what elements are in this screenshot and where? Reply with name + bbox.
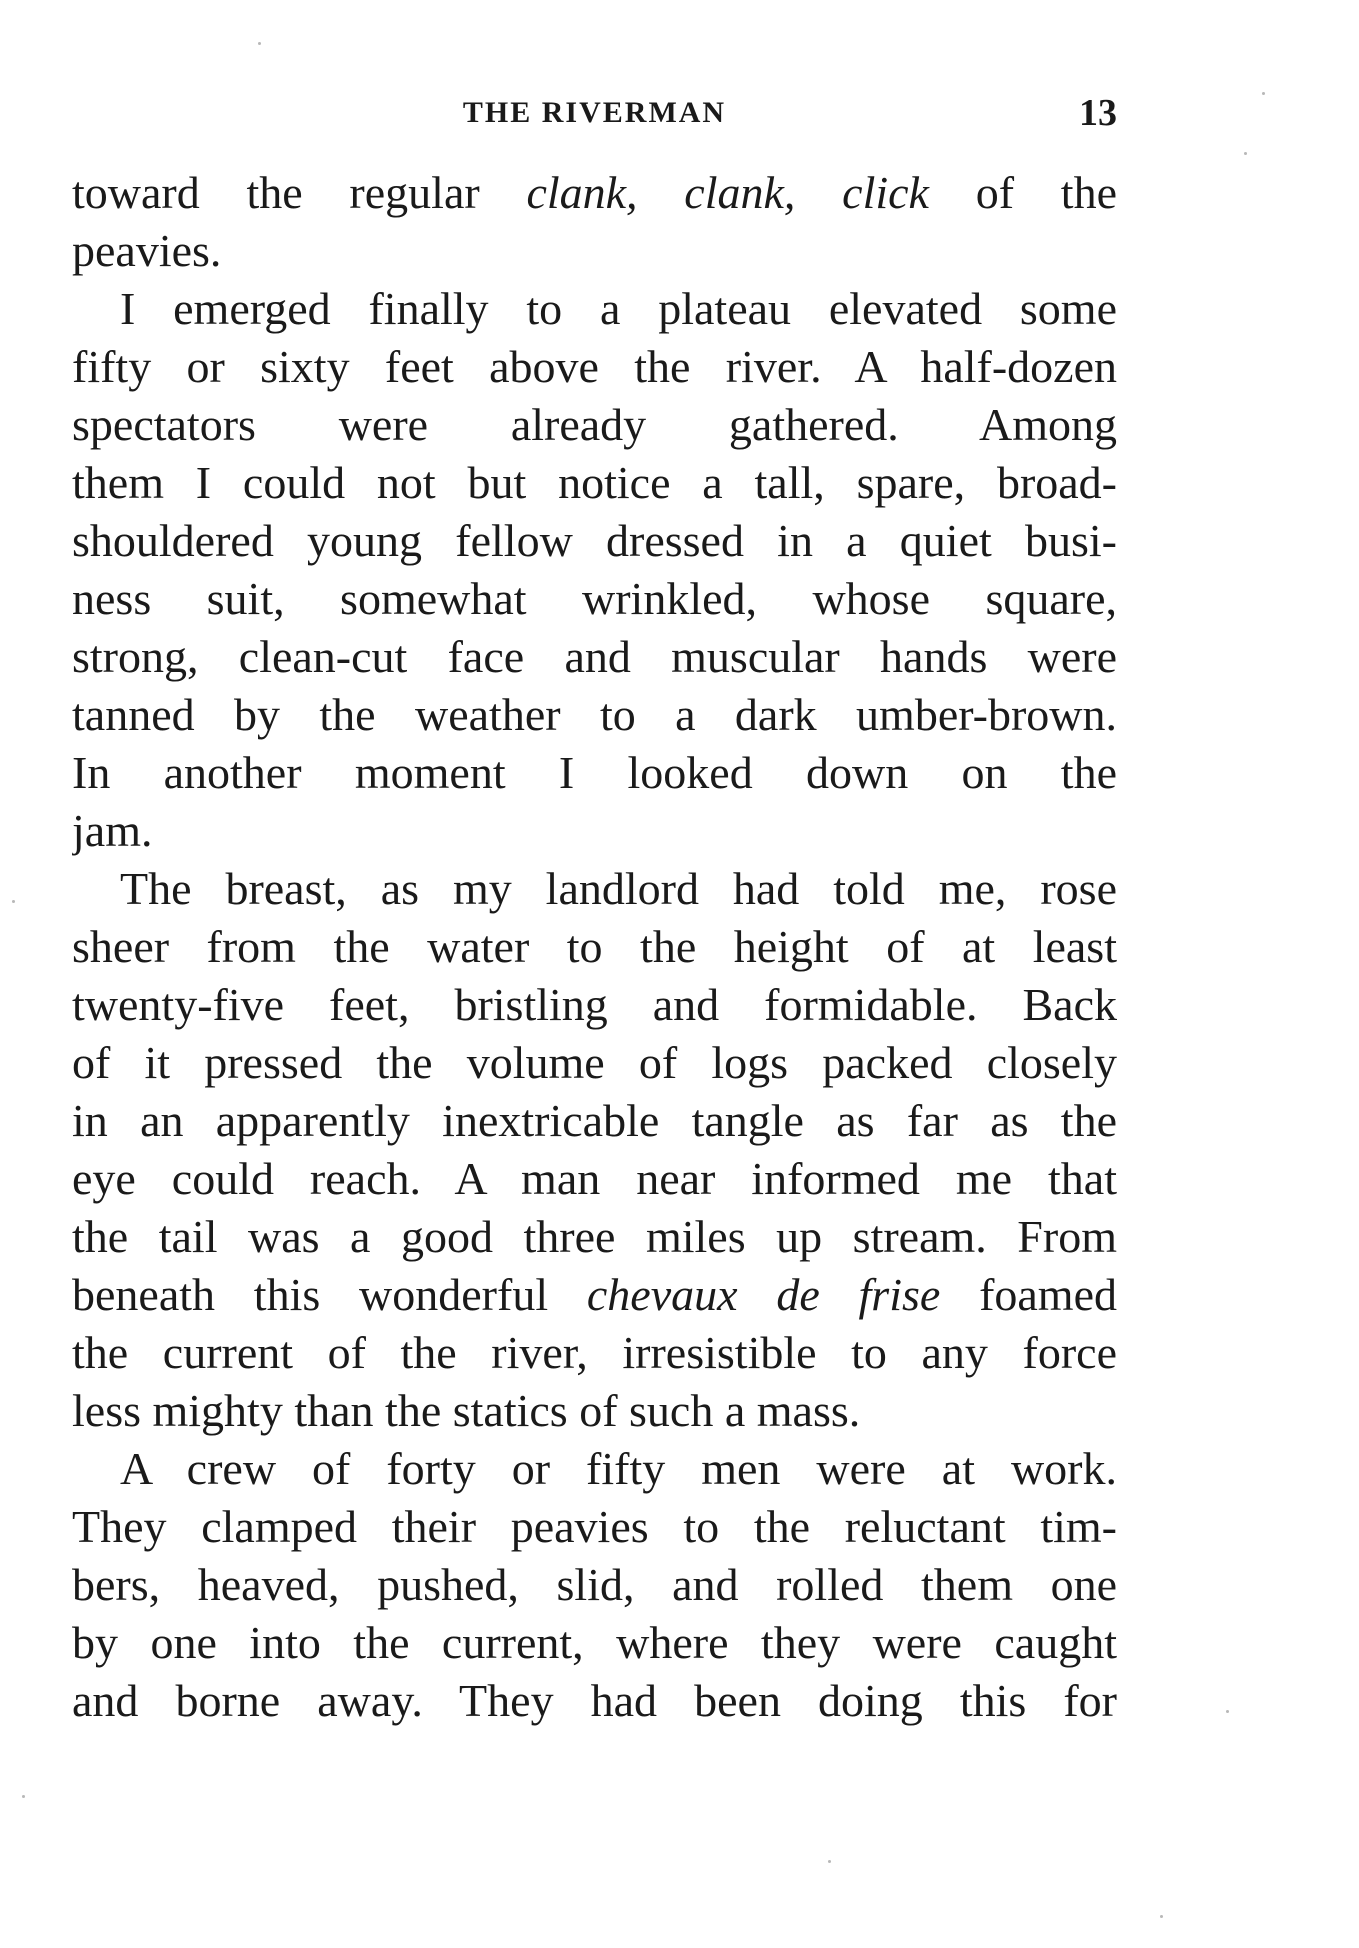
text-segment: fifty or sixty feet above the river. A half-dozen (72, 341, 1117, 392)
paper-speck (22, 1795, 25, 1798)
text-line (72, 628, 1117, 686)
text-line (72, 686, 1117, 744)
text-segment: strong, clean-cut face and muscular hands were (72, 631, 1117, 682)
text-line (72, 860, 1117, 918)
text-segment: shouldered young fellow dressed in a quiet busi- (72, 515, 1117, 566)
text-segment: tanned by the weather to a dark umber-brown. (72, 689, 1117, 740)
text-segment: in an apparently inextricable tangle as far as the (72, 1095, 1117, 1146)
paper-speck (1226, 1710, 1229, 1713)
paper-speck (1262, 92, 1265, 95)
paper-speck (1160, 1915, 1163, 1918)
text-segment: sheer from the water to the height of at least (72, 921, 1117, 972)
text-segment: In another moment I looked down on the (72, 747, 1117, 798)
text-line (72, 1672, 1117, 1730)
italic-phrase: chevaux de frise (586, 1269, 941, 1320)
text-segment: the current of the river, irresistible to any force (72, 1327, 1117, 1378)
text-segment: peavies. (72, 225, 222, 276)
text-line (72, 570, 1117, 628)
text-segment: ness suit, somewhat wrinkled, whose square, (72, 573, 1117, 624)
text-line (72, 802, 1117, 860)
text-segment: of it pressed the volume of logs packed closely (72, 1037, 1117, 1088)
text-line (72, 1556, 1117, 1614)
text-line (72, 512, 1117, 570)
text-line (72, 164, 1117, 222)
text-line (72, 1498, 1117, 1556)
text-line (72, 1382, 1117, 1440)
paper-speck (828, 1860, 831, 1863)
text-line (72, 744, 1117, 802)
text-line (72, 1614, 1117, 1672)
text-segment: twenty-five feet, bristling and formidable. Back (72, 979, 1117, 1030)
text-line (72, 1440, 1117, 1498)
text-segment: foamed (940, 1269, 1117, 1320)
text-segment: spectators were already gathered. Among (72, 399, 1117, 450)
text-line (72, 454, 1117, 512)
running-head (72, 88, 1117, 138)
running-title: THE RIVERMAN (462, 96, 727, 129)
text-line (72, 1324, 1117, 1382)
text-segment: by one into the current, where they were caught (72, 1617, 1117, 1668)
paper-speck (12, 900, 15, 903)
text-segment: them I could not but notice a tall, spare, broad- (72, 457, 1117, 508)
text-line (72, 1208, 1117, 1266)
text-segment: toward the regular (72, 167, 527, 218)
text-segment: less mighty than the statics of such a mass. (72, 1385, 861, 1436)
text-segment: eye could reach. A man near informed me that (72, 1153, 1117, 1204)
text-segment: beneath this wonderful (72, 1269, 587, 1320)
text-line (72, 396, 1117, 454)
text-segment: bers, heaved, pushed, slid, and rolled them one (72, 1559, 1117, 1610)
paper-speck (1244, 152, 1247, 155)
text-line (72, 1150, 1117, 1208)
text-line (72, 1266, 1117, 1324)
text-line (72, 280, 1117, 338)
text-segment: of the (928, 167, 1117, 218)
text-segment: and borne away. They had been doing this for (72, 1675, 1117, 1726)
text-line (72, 918, 1117, 976)
text-segment: I emerged finally to a plateau elevated some (120, 283, 1117, 334)
text-line (72, 976, 1117, 1034)
text-line (72, 1034, 1117, 1092)
body-text (72, 164, 1117, 1730)
text-line (72, 222, 1117, 280)
text-segment: A crew of forty or fifty men were at work. (120, 1443, 1117, 1494)
italic-phrase: clank, clank, click (526, 167, 929, 218)
text-line (72, 1092, 1117, 1150)
paper-speck (258, 42, 261, 45)
text-segment: jam. (72, 805, 153, 856)
text-segment: They clamped their peavies to the reluctant tim- (72, 1501, 1117, 1552)
text-line (72, 338, 1117, 396)
text-segment: The breast, as my landlord had told me, rose (120, 863, 1117, 914)
page-number: 13 (1079, 92, 1117, 134)
text-segment: the tail was a good three miles up stream. From (72, 1211, 1117, 1262)
